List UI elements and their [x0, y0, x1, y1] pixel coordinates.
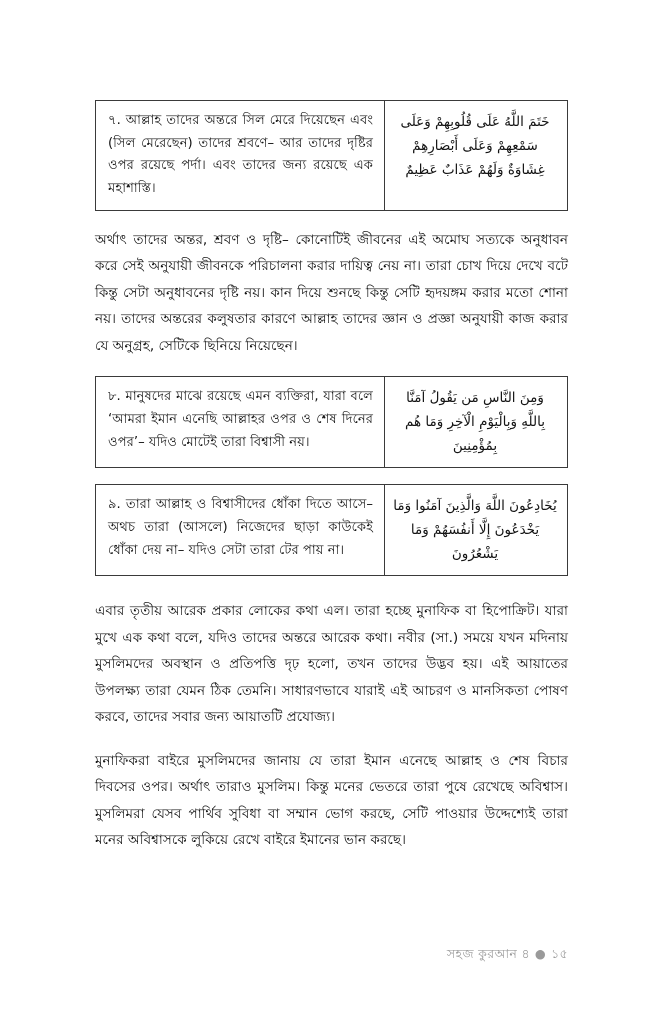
- commentary-paragraph-3: মুনাফিকরা বাইরে মুসলিমদের জানায় যে তারা ইমান এনেছে আল্লাহ ও শেষ বিচার দিবসের ওপর। অর্থাৎ তারাও মুসলিম। কিন্তু মনের ভেতরে তারা পুষে রেখেছে অবিশ্বাস। মুসলিমরা যেসব পার্থিব সুবিধা বা সম্মান ভোগ করছে, সেটি পাওয়ার উদ্দেশ্যেই তারা মনের অবিশ্বাসকে লুকিয়ে রেখে বাইরে ইমানের ভান করছে।: [95, 752, 568, 849]
- verse-8-bangla-translation: ৮. মানুষদের মাঝে রয়েছে এমন ব্যক্তিরা, যারা বলে ‘আমরা ইমান এনেছি আল্লাহর ওপর ও শেষ দিনের ওপর’– যদিও মোটেই তারা বিশ্বাসী নয়।: [96, 377, 385, 467]
- verse-box-8: [95, 376, 568, 468]
- verse-7-bangla-translation: ৭. আল্লাহ তাদের অন্তরে সিল মেরে দিয়েছেন এবং (সিল মেরেছেন) তাদের শ্রবণে– আর তাদের দৃষ্টির ওপর রয়েছে পর্দা। এবং তাদের জন্য রয়েছে এক মহাশাস্তি।: [96, 101, 385, 210]
- commentary-paragraph-1: অর্থাৎ তাদের অন্তর, শ্রবণ ও দৃষ্টি– কোনোটিই জীবনের এই অমোঘ সত্যকে অনুধাবন করে সেই অনুযায়ী জীবনকে পরিচালনা করার দায়িত্ব নেয় না। তারা চোখ দিয়ে দেখে বটে কিন্তু সেটা অনুধাবনের দৃষ্টি নয়। কান দিয়ে শুনছে কিন্তু সেটি হৃদয়ঙ্গম করার মতো শোনা নয়। তাদের অন্তরের কলুষতার কারণে আল্লাহ তাদের জ্ঞান ও প্রজ্ঞা অনুযায়ী কাজ করার যে অনুগ্রহ, সেটিকে ছিনিয়ে নিয়েছেন।: [95, 231, 568, 354]
- verse-9-bangla-translation: ৯. তারা আল্লাহ ও বিশ্বাসীদের ধোঁকা দিতে আসে– অথচ তারা (আসলে) নিজেদের ছাড়া কাউকেই ধোঁকা দেয় না– যদিও সেটা তারা টের পায় না।: [96, 485, 385, 575]
- footer-page-number: ১৫: [551, 946, 568, 961]
- footer-book-title: সহজ কুরআন ৪: [446, 946, 530, 961]
- verse-7-arabic-text: خَتَمَ اللَّهُ عَلَى قُلُوبِهِمْ وَعَلَى سَمْعِهِمْ وَعَلَى أَبْصَارِهِمْ غِشَاوَةٌ وَلَهُمْ عَذَابٌ عَظِيمٌ: [400, 114, 550, 179]
- verse-8-arabic-text: وَمِنَ النَّاسِ مَن يَقُولُ آمَنَّا بِاللَّهِ وَبِالْيَوْمِ الْآخِرِ وَمَا هُم بِمُؤْمِنِينَ: [405, 390, 545, 455]
- footer-separator-dot: ●: [534, 946, 547, 961]
- verse-9-arabic-text: يُخَادِعُونَ اللَّهَ وَالَّذِينَ آمَنُوا وَمَا يَخْدَعُونَ إِلَّا أَنفُسَهُمْ وَمَا يَشْعُرُونَ: [393, 498, 557, 563]
- page-footer: [447, 946, 568, 966]
- page-content: [95, 100, 568, 871]
- verse-box-7: [95, 100, 568, 211]
- verse-box-9: [95, 484, 568, 576]
- commentary-paragraph-2: এবার তৃতীয় আরেক প্রকার লোকের কথা এল। তারা হচ্ছে মুনাফিক বা হিপোক্রিট। যারা মুখে এক কথা বলে, যদিও তাদের অন্তরে আরেক কথা। নবীর (সা.) সময়ে যখন মদিনায় মুসলিমদের অবস্থান ও প্রতিপত্তি দৃঢ় হলো, তখন তাদের উদ্ভব হয়। এই আয়াতের উপলক্ষ্য তারা যেমন ঠিক তেমনি। সাধারণভাবে যারাই এই আচরণ ও মানসিকতা পোষণ করবে, তাদের সবার জন্য আয়াতটি প্রযোজ্য।: [95, 603, 568, 726]
